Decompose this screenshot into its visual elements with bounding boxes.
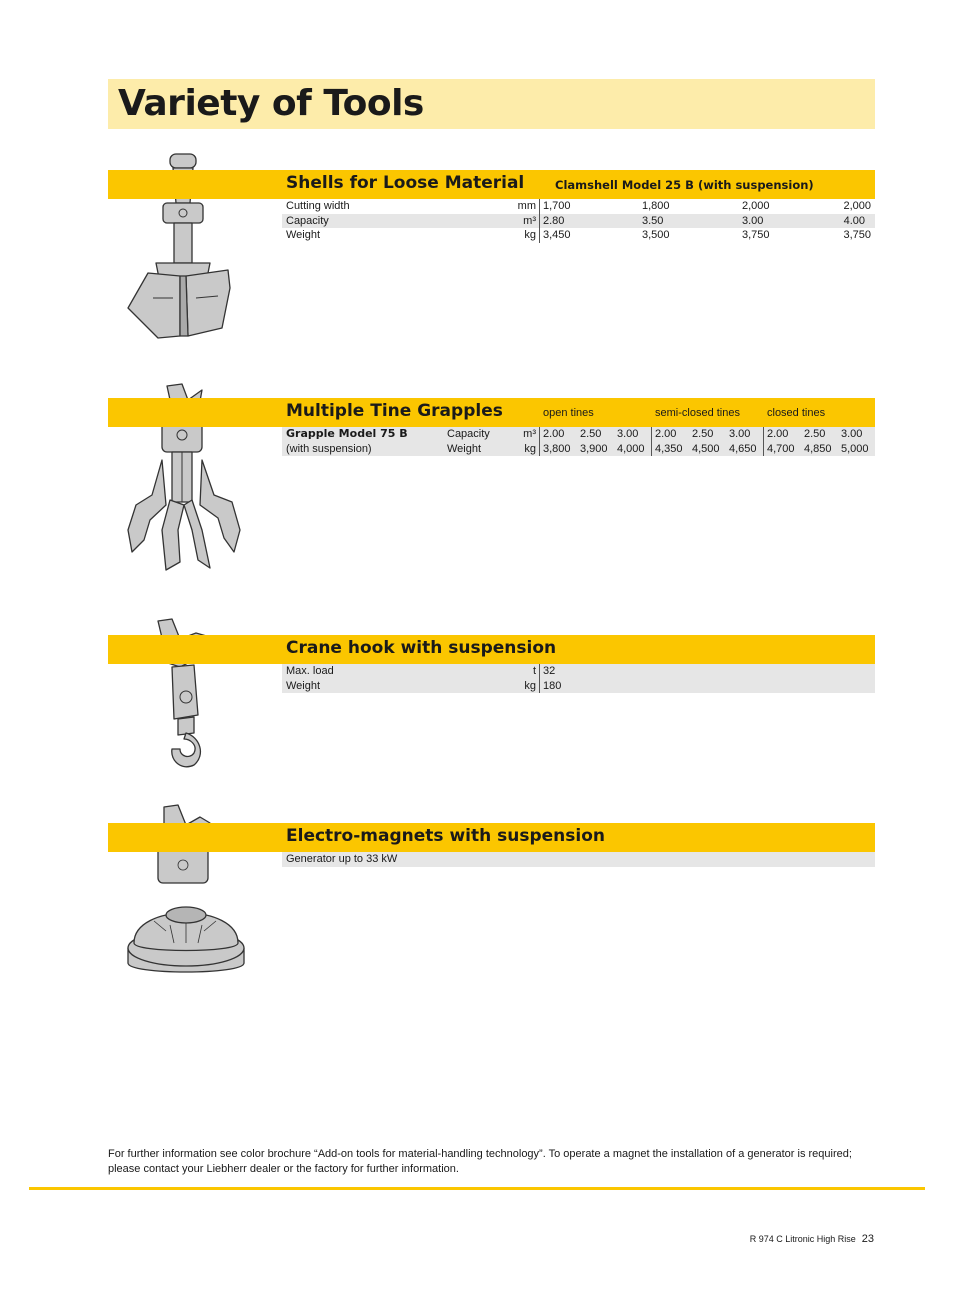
page-number: 23 bbox=[861, 1233, 874, 1245]
grapple-model-note: (with suspension) bbox=[286, 442, 372, 455]
footer-rule bbox=[29, 1187, 925, 1190]
shells-title: Shells for Loose Material bbox=[286, 173, 525, 193]
group-semi-closed: semi-closed tines bbox=[655, 407, 740, 419]
shells-subtitle: Clamshell Model 25 B (with suspension) bbox=[555, 178, 814, 192]
shells-header bbox=[108, 170, 875, 199]
footer-model: R 974 C Litronic High Rise bbox=[749, 1234, 856, 1244]
footnote: For further information see color brochure “Add-on tools for material-handling technology”. To operate a magnet the installation of a generator is required; please contact your Liebherr dealer or the factory for further information. bbox=[108, 1148, 852, 1175]
table-row: Weight kg 3,450 3,500 3,750 3,750 bbox=[286, 229, 871, 241]
column-divider bbox=[539, 199, 540, 243]
table-row: Weight kg 180 bbox=[282, 679, 875, 694]
table-row: Max. load t 32 bbox=[282, 664, 875, 679]
magnets-note: Generator up to 33 kW bbox=[286, 853, 398, 865]
page-title: Variety of Tools bbox=[118, 83, 424, 124]
table-row: Capacity m³ 2.80 3.50 3.00 4.00 bbox=[282, 214, 875, 229]
grapples-title: Multiple Tine Grapples bbox=[286, 401, 503, 421]
table-row: Grapple Model 75 B Capacity m³ 2.00 2.50 3.00 2.00 2.50 3.00 2.00 2.50 3.00 bbox=[282, 427, 875, 442]
group-open: open tines bbox=[543, 407, 594, 419]
group-closed: closed tines bbox=[767, 407, 826, 419]
grapple-model: Grapple Model 75 B bbox=[286, 427, 408, 440]
column-divider bbox=[763, 427, 764, 456]
column-divider bbox=[539, 664, 540, 693]
table-row: Cutting width mm 1,700 1,800 2,000 2,000 bbox=[286, 200, 871, 212]
page-footer bbox=[750, 1233, 874, 1245]
hook-title: Crane hook with suspension bbox=[286, 638, 557, 658]
column-divider bbox=[539, 427, 540, 456]
table-row: (with suspension) Weight kg 3,800 3,900 4,000 4,350 4,500 4,650 4,700 4,850 5,000 bbox=[282, 442, 875, 457]
title-bar bbox=[108, 79, 875, 129]
magnets-title: Electro-magnets with suspension bbox=[286, 826, 605, 846]
grapples-header bbox=[108, 398, 875, 427]
column-divider bbox=[651, 427, 652, 456]
hook-header bbox=[108, 635, 875, 664]
magnets-header bbox=[108, 823, 875, 852]
table-row bbox=[282, 852, 875, 867]
